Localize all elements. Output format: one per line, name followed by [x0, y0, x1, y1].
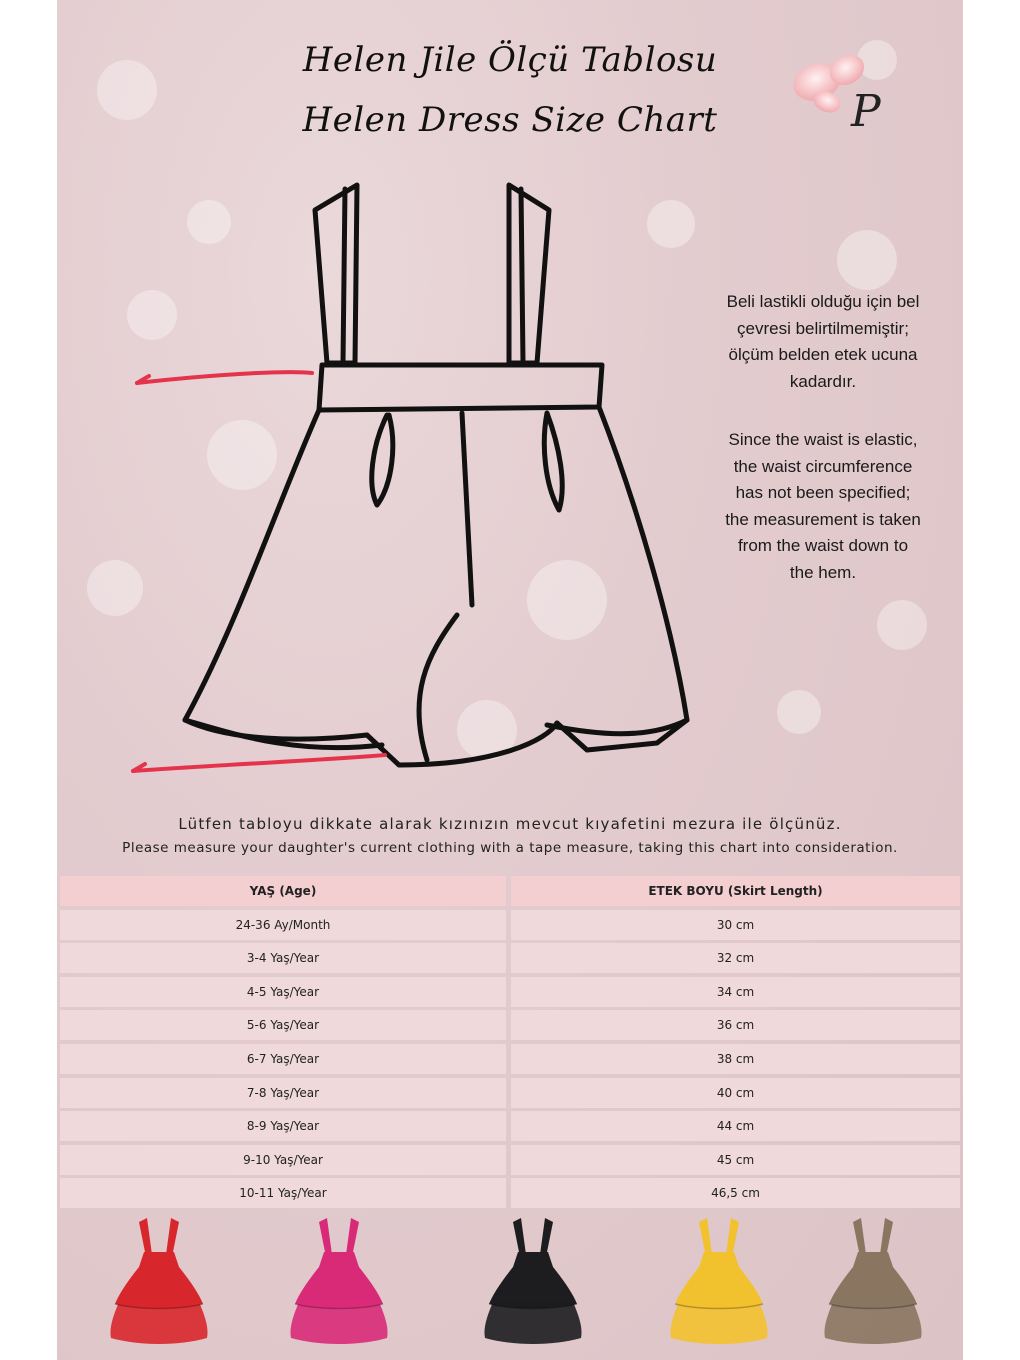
fuchsia-dress-shape — [319, 1252, 359, 1267]
length-cell: 34 cm — [511, 977, 960, 1007]
size-table — [60, 876, 960, 1212]
title-english: Helen Dress Size Chart — [302, 100, 718, 140]
length-cell: 32 cm — [511, 943, 960, 973]
black-dress-thumbnail — [483, 1212, 583, 1360]
age-cell: 5-6 Yaş/Year — [60, 1010, 506, 1040]
size-chart-page — [57, 0, 963, 1360]
table-row — [60, 977, 960, 1007]
table-row — [60, 1044, 960, 1074]
red-dress-thumbnail — [109, 1212, 209, 1360]
black-dress-shape — [513, 1252, 553, 1267]
length-cell: 30 cm — [511, 910, 960, 940]
yellow-dress-shape — [699, 1252, 739, 1267]
age-cell: 10-11 Yaş/Year — [60, 1178, 506, 1208]
length-cell: 36 cm — [511, 1010, 960, 1040]
note-turkish: Beli lastikli olduğu için bel çevresi belirtilmemiştir; ölçüm belden etek ucuna kadardır. — [726, 292, 920, 391]
age-cell: 6-7 Yaş/Year — [60, 1044, 506, 1074]
age-cell: 4-5 Yaş/Year — [60, 977, 506, 1007]
table-row — [60, 1111, 960, 1141]
bokeh-decoration — [877, 600, 927, 650]
bokeh-decoration — [777, 690, 821, 734]
product-variants — [57, 1212, 963, 1360]
bokeh-decoration — [837, 230, 897, 290]
red-dress-shape — [139, 1252, 179, 1267]
brand-logo — [777, 40, 887, 150]
length-cell: 40 cm — [511, 1078, 960, 1108]
table-row — [60, 943, 960, 973]
fuchsia-dress-thumbnail — [289, 1212, 389, 1360]
length-cell: 44 cm — [511, 1111, 960, 1141]
yellow-dress-thumbnail — [669, 1212, 769, 1360]
title-turkish: Helen Jile Ölçü Tablosu — [302, 40, 718, 80]
table-row — [60, 910, 960, 940]
header-age: YAŞ (Age) — [60, 876, 506, 906]
age-cell: 24-36 Ay/Month — [60, 910, 506, 940]
length-cell: 45 cm — [511, 1145, 960, 1175]
length-cell: 46,5 cm — [511, 1178, 960, 1208]
leopard-dress-thumbnail — [823, 1212, 923, 1360]
age-cell: 8-9 Yaş/Year — [60, 1111, 506, 1141]
header-skirt-length: ETEK BOYU (Skirt Length) — [511, 876, 960, 906]
logo-letter: P — [851, 86, 881, 137]
leopard-dress-shape — [853, 1252, 893, 1267]
table-row — [60, 1145, 960, 1175]
note-english: Since the waist is elastic, the waist circumference has not been specified; the measurement is taken from the waist down to the hem. — [725, 430, 921, 582]
instruction-turkish: Lütfen tabloyu dikkate alarak kızınızın mevcut kıyafetini mezura ile ölçünüz. — [178, 815, 842, 833]
length-cell: 38 cm — [511, 1044, 960, 1074]
table-row — [60, 1078, 960, 1108]
butterfly-logo-icon — [777, 40, 887, 150]
instruction-english: Please measure your daughter's current clothing with a tape measure, taking this chart into consideration. — [122, 840, 898, 856]
age-cell: 9-10 Yaş/Year — [60, 1145, 506, 1175]
table-header-row — [60, 876, 960, 906]
table-row — [60, 1178, 960, 1208]
table-row — [60, 1010, 960, 1040]
dress-outline-illustration — [127, 175, 707, 785]
age-cell: 7-8 Yaş/Year — [60, 1078, 506, 1108]
age-cell: 3-4 Yaş/Year — [60, 943, 506, 973]
